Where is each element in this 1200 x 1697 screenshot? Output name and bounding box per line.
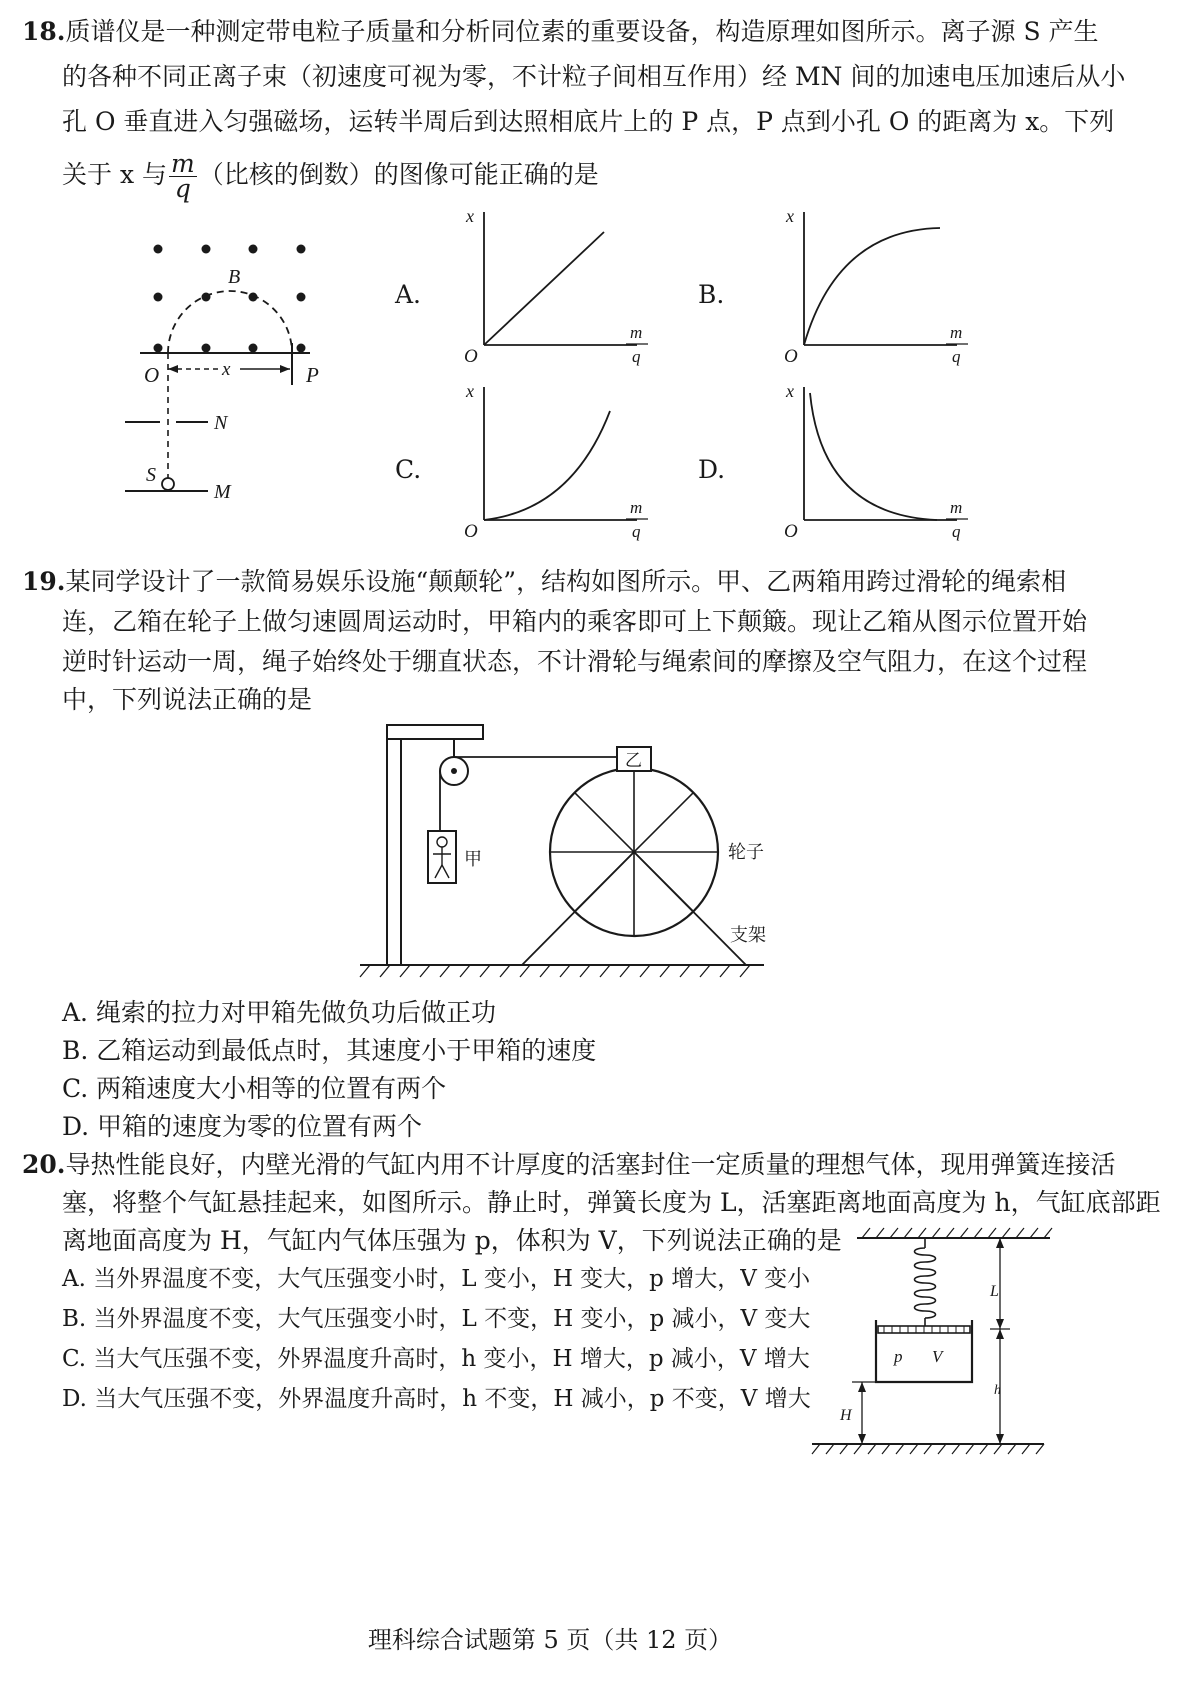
ceiling-hatch xyxy=(862,1228,1052,1238)
cylinder-spring-figure xyxy=(812,1222,1062,1472)
graph-D xyxy=(782,375,972,550)
origin-label: O xyxy=(784,346,798,367)
q18-line3: 孔 O 垂直进入匀强磁场，运转半周后到达照相底片上的 P 点，P 点到小孔 O 的距离为 x。下列 xyxy=(62,107,1115,136)
frame-post xyxy=(387,725,401,965)
graph-curve xyxy=(484,232,604,345)
q19-line1: 19.某同学设计了一款简易娱乐设施“颠颠轮”，结构如图所示。甲、乙两箱用跨过滑轮的绳索相 xyxy=(22,567,1067,596)
option-A-label: A. xyxy=(395,280,422,309)
ground-hatch xyxy=(360,965,750,977)
label-M: M xyxy=(214,481,231,503)
label-p: p xyxy=(894,1347,903,1366)
x-axis-label-num: m xyxy=(950,323,963,342)
y-axis-label: x xyxy=(466,206,474,226)
q19-line2: 连，乙箱在轮子上做匀速圆周运动时，甲箱内的乘客即可上下颠簸。现让乙箱从图示位置开始 xyxy=(62,607,1088,636)
magnetic-field-dots xyxy=(154,245,306,353)
x-axis-label-num: m xyxy=(950,498,963,517)
label-S: S xyxy=(146,464,156,486)
graph-C xyxy=(462,375,652,550)
mass-spectrometer-figure xyxy=(110,235,340,505)
y-axis-label: x xyxy=(786,206,794,226)
label-L: L xyxy=(990,1283,999,1300)
graph-curve xyxy=(804,228,940,345)
x-axis-label-den: q xyxy=(632,347,641,366)
label-wheel: 轮子 xyxy=(728,842,764,862)
y-axis-label: x xyxy=(786,381,794,401)
q20-number: 20. xyxy=(22,1150,66,1179)
option-D-label: D. xyxy=(698,455,726,484)
label-x: x xyxy=(222,359,231,380)
ratio-fraction: $\frac{m}{q}$ xyxy=(171,149,195,203)
x-axis-label-den: q xyxy=(952,522,961,541)
frame-beam xyxy=(387,725,483,739)
q18-number: 18. xyxy=(22,17,66,46)
q18-line1: 18.质谱仪是一种测定带电粒子质量和分析同位素的重要设备，构造原理如图所示。离子源 S 产生 xyxy=(22,17,1099,46)
graph-B xyxy=(782,200,972,375)
q19-option-C: C. 两箱速度大小相等的位置有两个 xyxy=(62,1074,447,1103)
ion-source xyxy=(162,478,174,490)
q19-option-A: A. 绳索的拉力对甲箱先做负功后做正功 xyxy=(62,998,496,1027)
label-h: h xyxy=(994,1383,1001,1398)
q19-line4: 中，下列说法正确的是 xyxy=(62,685,313,714)
q18-line2: 的各种不同正离子束（初速度可视为零，不计粒子间相互作用）经 MN 间的加速电压加速后从小 xyxy=(62,62,1126,91)
option-B-label: B. xyxy=(698,280,725,309)
q18-line4: 关于 x 与 $\frac{m}{q}$ （比核的倒数）的图像可能正确的是 xyxy=(62,149,599,203)
label-H: H xyxy=(840,1407,852,1424)
q20-line2: 塞，将整个气缸悬挂起来，如图所示。静止时，弹簧长度为 L，活塞距离地面高度为 h，气缸底部距 xyxy=(62,1188,1161,1217)
q20-option-A: A. 当外界温度不变，大气压强变小时，L 变小，H 变大，p 增大，V 变小 xyxy=(62,1266,811,1292)
bumpy-wheel-figure xyxy=(352,715,772,977)
label-support: 支架 xyxy=(730,925,766,945)
q19-option-D: D. 甲箱的速度为零的位置有两个 xyxy=(62,1112,423,1141)
label-jia: 甲 xyxy=(464,849,482,869)
q20-option-D: D. 当大气压强不变，外界温度升高时，h 不变，H 减小，p 不变，V 增大 xyxy=(62,1386,811,1412)
semicircle-path xyxy=(168,291,292,353)
support-right xyxy=(634,852,746,965)
q20-option-B: B. 当外界温度不变，大气压强变小时，L 不变，H 变小，p 减小，V 变大 xyxy=(62,1306,811,1332)
graph-A xyxy=(462,200,652,375)
q20-option-C: C. 当大气压强不变，外界温度升高时，h 变小，H 增大，p 减小，V 增大 xyxy=(62,1346,810,1372)
label-O: O xyxy=(144,363,160,387)
label-yi: 乙 xyxy=(625,751,642,770)
spring xyxy=(915,1238,936,1326)
origin-label: O xyxy=(464,521,478,542)
q19-line3: 逆时针运动一周，绳子始终处于绷直状态，不计滑轮与绳索间的摩擦及空气阻力，在这个过程 xyxy=(62,647,1088,676)
q20-line3: 离地面高度为 H，气缸内气体压强为 p，体积为 V，下列说法正确的是 xyxy=(62,1226,842,1255)
label-P: P xyxy=(306,363,319,387)
page-footer: 理科综合试题第 5 页（共 12 页） xyxy=(367,1626,733,1654)
origin-label: O xyxy=(464,346,478,367)
y-axis-label: x xyxy=(466,381,474,401)
origin-label: O xyxy=(784,521,798,542)
graph-curve xyxy=(810,393,937,520)
x-axis-label-num: m xyxy=(630,498,643,517)
floor-hatch xyxy=(812,1444,1044,1454)
graph-curve xyxy=(484,411,610,520)
label-N: N xyxy=(214,412,228,434)
q19-option-B: B. 乙箱运动到最低点时，其速度小于甲箱的速度 xyxy=(62,1036,597,1065)
q19-number: 19. xyxy=(22,567,66,596)
label-V: V xyxy=(932,1347,943,1366)
support-left xyxy=(522,852,634,965)
x-axis-label-num: m xyxy=(630,323,643,342)
x-axis-label-den: q xyxy=(952,347,961,366)
q20-line1: 20.导热性能良好，内壁光滑的气缸内用不计厚度的活塞封住一定质量的理想气体，现用弹簧连接活 xyxy=(22,1150,1116,1179)
option-C-label: C. xyxy=(395,455,422,484)
x-axis-label-den: q xyxy=(632,522,641,541)
label-B: B xyxy=(228,266,241,288)
